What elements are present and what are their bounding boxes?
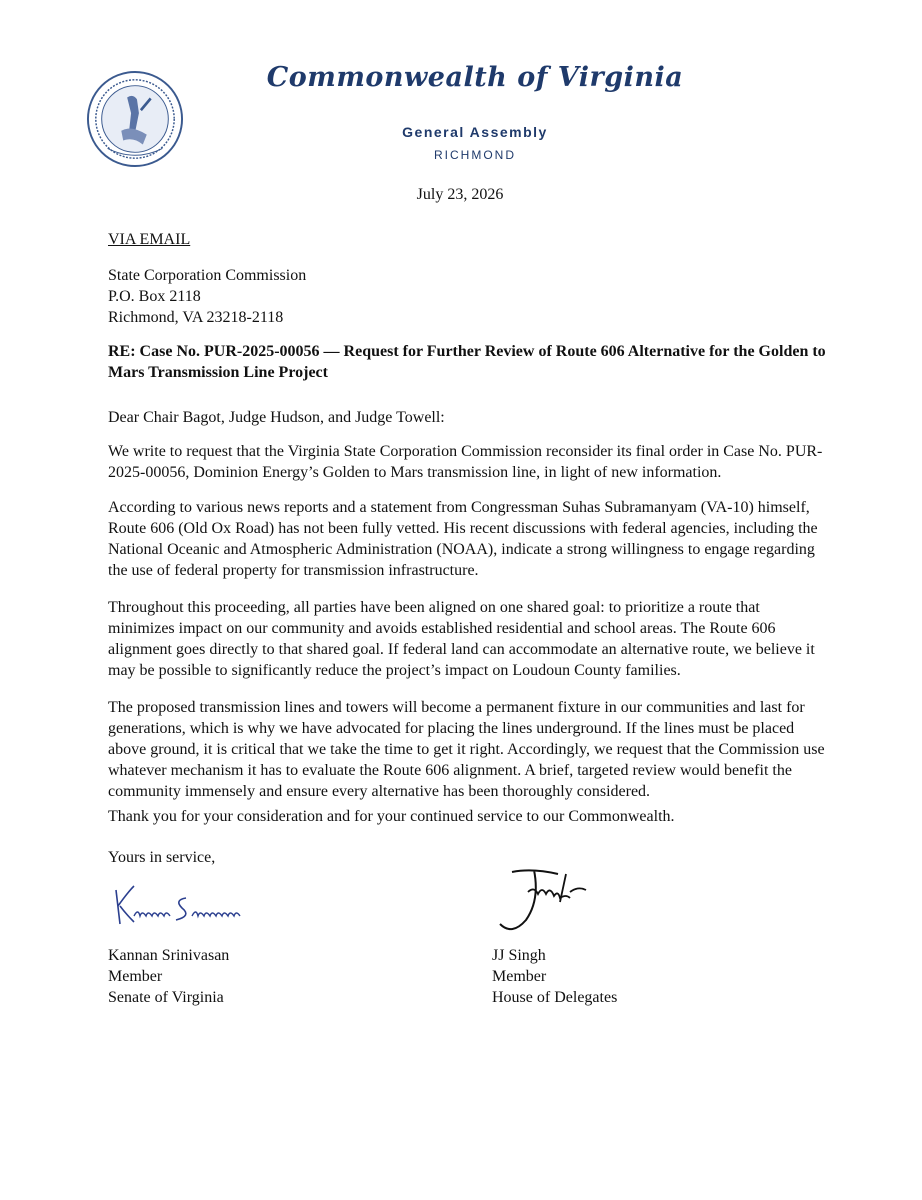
general-assembly-heading: General Assembly bbox=[402, 124, 548, 140]
signer-name: Kannan Srinivasan bbox=[108, 947, 230, 964]
recipient-line: State Corporation Commission bbox=[108, 267, 307, 284]
body-paragraph: We write to request that the Virginia State Corporation Commission reconsider its final order in Case No. PUR-2025-00056, Dominion Energy’s Golden to Mars transmission line, in light of new information. bbox=[108, 443, 823, 481]
signer-body: Senate of Virginia bbox=[108, 989, 224, 1006]
signer-body: House of Delegates bbox=[492, 989, 618, 1006]
signature-jj-singh-icon bbox=[484, 862, 594, 942]
signer-block bbox=[492, 945, 617, 1008]
letter-date: July 23, 2026 bbox=[416, 186, 504, 203]
closing: Yours in service, bbox=[108, 849, 216, 866]
signer-block bbox=[108, 945, 229, 1008]
body-paragraph: Thank you for your consideration and for your continued service to our Commonwealth. bbox=[108, 808, 675, 825]
recipient-line: Richmond, VA 23218-2118 bbox=[108, 309, 284, 326]
body-paragraph: According to various news reports and a statement from Congressman Suhas Subramanyam (VA-10) himself, Route 606 (Old Ox Road) has not been fully vetted. His recent discussions with federal agencies, including the National Oceanic and Atmospheric Administration (NOAA), indicate a strong willingness to engage regarding the use of federal property for transmission infrastructure. bbox=[108, 499, 818, 579]
signer-name: JJ Singh bbox=[492, 947, 546, 964]
letterhead-city: RICHMOND bbox=[434, 148, 516, 162]
delivery-method: VIA EMAIL bbox=[108, 231, 191, 248]
body-paragraph: The proposed transmission lines and towers will become a permanent fixture in our communities and last for generations, which is why we have advocated for placing the lines underground. If the lines must be placed above ground, it is critical that we take the time to get it right. Accordingly, we request that the Commission use whatever mechanism it has to evaluate the Route 606 alignment. A brief, targeted review would benefit the community immensely and ensure every alternative has been thoroughly considered. bbox=[108, 699, 825, 800]
salutation: Dear Chair Bagot, Judge Hudson, and Judge Towell: bbox=[108, 409, 445, 426]
recipient-line: P.O. Box 2118 bbox=[108, 288, 201, 305]
recipient-address bbox=[108, 265, 828, 328]
signer-role: Member bbox=[492, 968, 547, 985]
signature-kannan-srinivasan-icon bbox=[108, 876, 258, 936]
body-paragraph: Throughout this proceeding, all parties have been aligned on one shared goal: to prioritize a route that minimizes impact on our community and avoids established residential and school areas. The Route 606 alignment goes directly to that shared goal. If federal land can accommodate an alternative route, we believe it may be possible to significantly reduce the project’s impact on Loudoun County families. bbox=[108, 599, 815, 679]
letterhead-title: Commonwealth of Virginia bbox=[266, 62, 684, 93]
signer-role: Member bbox=[108, 968, 163, 985]
virginia-seal-icon bbox=[86, 70, 184, 168]
subject-line: RE: Case No. PUR-2025-00056 — Request for Further Review of Route 606 Alternative for the Golden to Mars Transmission Line Project bbox=[108, 343, 826, 381]
